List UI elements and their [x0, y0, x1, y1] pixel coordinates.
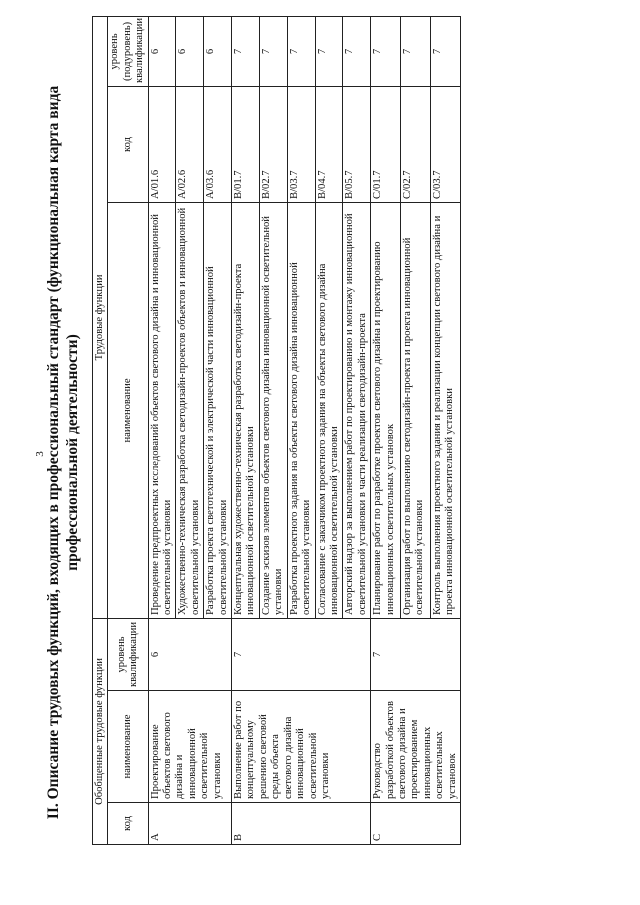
function-code: A/01.6	[148, 86, 176, 202]
title-line-1: II. Описание трудовых функций, входящих в профессиональный стандарт (функциональная карта вида	[45, 85, 62, 820]
group-code: C	[371, 803, 461, 845]
function-code: A/03.6	[204, 86, 232, 202]
function-level: 7	[401, 16, 431, 86]
group-name: Руководство разработкой объектов светового дизайна и проектированием инновационных осветительных установок	[371, 691, 461, 803]
header-name: наименование	[108, 691, 148, 803]
function-name: Разработка проекта светотехнической и электрической части инновационной осветительной установки	[204, 202, 232, 618]
group-level: 7	[232, 618, 371, 690]
function-level: 7	[371, 16, 401, 86]
function-code: B/02.7	[259, 86, 287, 202]
function-name: Создание эскизов элементов объектов светового дизайна инновационной осветительной установки	[259, 202, 287, 618]
function-name: Организация работ по выполнению светодизайн-проекта и проекта инновационной осветительной установки	[401, 202, 431, 618]
function-name: Согласование с заказчиком проектного задания на объекты светового дизайна инновационной осветительной установки	[315, 202, 343, 618]
table-row	[232, 16, 260, 844]
function-code: B/05.7	[343, 86, 371, 202]
header-generalized: Обобщенные трудовые функции	[93, 618, 108, 844]
function-name: Художественно-техническая разработка светодизайн-проектов объектов и инновационной осветительной установки	[176, 202, 204, 618]
function-level: 6	[148, 16, 176, 86]
function-name: Концептуальная художественно-техническая разработка светодизайн-проекта инновационной осветительной установки	[232, 202, 260, 618]
header-sublevel: уровень (подуровень) квалификации	[108, 16, 148, 86]
group-level: 7	[371, 618, 461, 690]
function-level: 6	[176, 16, 204, 86]
function-level: 7	[343, 16, 371, 86]
function-map-table	[92, 16, 461, 845]
group-name: Выполнение работ по концептуальному решению световой среды объекта светового дизайна инновационной осветительной установки	[232, 691, 371, 803]
group-level: 6	[148, 618, 231, 690]
group-code: A	[148, 803, 231, 845]
function-name: Разработка проектного задания на объекты светового дизайна инновационной осветительной установки	[287, 202, 315, 618]
header-function-name: наименование	[108, 202, 148, 618]
function-code: C/03.7	[431, 86, 461, 202]
function-level: 7	[315, 16, 343, 86]
function-code: B/04.7	[315, 86, 343, 202]
function-name: Контроль выполнения проектного задания и реализации концепции светового дизайна и проекта инновационной осветительной установки	[431, 202, 461, 618]
header-row-1	[93, 16, 108, 844]
function-level: 7	[287, 16, 315, 86]
section-title	[44, 0, 82, 905]
group-name: Проектирование объектов светового дизайна и инновационной осветительной установки	[148, 691, 231, 803]
header-function-code: код	[108, 86, 148, 202]
function-name: Проведение предпроектных исследований объектов светового дизайна и инновационной осветительной установки	[148, 202, 176, 618]
function-level: 6	[204, 16, 232, 86]
function-code: C/02.7	[401, 86, 431, 202]
header-row-2	[108, 16, 148, 844]
function-code: A/02.6	[176, 86, 204, 202]
function-code: C/01.7	[371, 86, 401, 202]
page-number: 3	[34, 451, 46, 457]
table-row	[371, 16, 401, 844]
function-code: B/03.7	[287, 86, 315, 202]
function-level: 7	[431, 16, 461, 86]
function-name: Авторский надзор за выполнением работ по проектированию и монтажу инновационной осветительной установки в части реализации светодизайн-проекта	[343, 202, 371, 618]
group-code: B	[232, 803, 371, 845]
function-level: 7	[232, 16, 260, 86]
header-level: уровень квалификации	[108, 618, 148, 690]
title-line-2: профессиональной деятельности)	[64, 334, 81, 571]
header-labor-functions: Трудовые функции	[93, 16, 108, 618]
function-name: Планирование работ по разработке проектов светового дизайна и проектированию инновационных осветительных установок	[371, 202, 401, 618]
function-level: 7	[259, 16, 287, 86]
header-code: код	[108, 803, 148, 845]
function-code: B/01.7	[232, 86, 260, 202]
table-row	[148, 16, 176, 844]
